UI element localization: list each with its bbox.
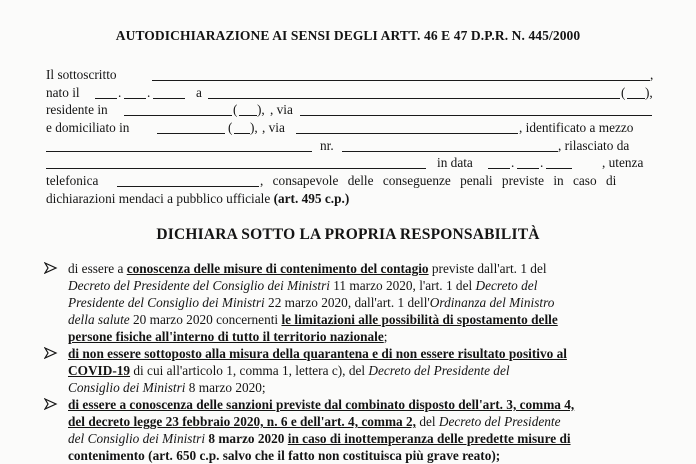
issue-year-field[interactable] [546,168,572,169]
bullet-1-line-2: Decreto del Presidente del Consiglio dei Ministri 11 marzo 2020, l'art. 1 del Decreto del [68,278,538,293]
birth-place-field[interactable] [208,98,620,99]
consapevole-text: , consapevole delle conseguenze penali previste in caso di [260,173,617,188]
telefonica-label: telefonica [46,173,99,188]
birth-month-field[interactable] [124,98,146,99]
arrow-bullet-icon [44,398,58,410]
phone-field[interactable] [117,186,259,187]
arrow-bullet-icon [44,347,58,359]
issued-label: , rilasciato da [558,138,630,153]
undersigned-label: Il sottoscritto [46,67,117,82]
born-label: nato il [46,85,80,100]
birth-day-field[interactable] [95,98,117,99]
document-type-field[interactable] [46,151,312,152]
domicile-city-field[interactable] [157,133,225,134]
residence-city-field[interactable] [124,115,232,116]
document-page: AUTODICHIARAZIONE AI SENSI DEGLI ARTT. 46 E 47 D.P.R. N. 445/2000 Il sottoscritto , nato il . . a ( ), residente in ( ), , via e domiciliato in ( ), , via , identificato a mezzo nr. , rilasciato da in data . . , utenza telefonica , consapevole delle conseguenze penali previste in caso di dichiarazioni mendaci a pubblico ufficiale (art. 495 c.p.) DICHIARA SOTTO LA PROPRIA RESPONSABILITÀ di essere a conoscenza delle misure di contenimento del contagio previste dall'art. 1 del Decreto del Presidente del Consiglio dei Ministri 11 marzo 2020, l'art. 1 del Decreto del Presidente del Consiglio dei Ministri 22 marzo 2020, dall'art. 1 dell'Ordinanza del Ministro della salute 20 marzo 2020 concernenti le limitazioni alle possibilità di spostamento delle persone fisiche all'interno di tutto il territorio nazionale; di non essere sottoposto alla misura della quarantena e di non essere risultato positivo al COVID-19 di cui all'articolo 1, comma 1, lettera c), del Decreto del Presidente del Consiglio dei Ministri 8 marzo 2020; di essere a conoscenza delle sanzioni previste dal combinato disposto dell'art. 3, comma 4, del decreto legge 23 febbraio 2020, n. 6 e dell'art. 4, comma 2, del Decreto del Presidente del Consiglio dei Ministri 8 marzo 2020 in caso di inottemperanza delle predette misure di contenimento (art. 650 c.p. salvo che il fatto non costituisca più grave reato); [0,0,696,464]
name-field[interactable] [152,80,650,81]
arrow-bullet-icon [44,262,58,274]
domicile-province-field[interactable] [234,133,250,134]
date-label: in data [437,155,473,170]
bullet-3-line-4: contenimento (art. 650 c.p. salvo che il fatto non costituisca più grave reato); [68,448,501,463]
bullet-1-line-3: Presidente del Consiglio dei Ministri 22 marzo 2020, dall'art. 1 dell'Ordinanza del Ministro [68,295,555,310]
article-reference: (art. 495 c.p.) [273,191,350,206]
resident-label: residente in [46,102,108,117]
bullet-2-line-2: COVID-19 di cui all'articolo 1, comma 1, lettera c), del Decreto del Presidente del [68,363,510,378]
residence-province-field[interactable] [239,115,257,116]
nr-label: nr. [320,138,334,153]
issue-day-field[interactable] [488,168,510,169]
domicile-street-field[interactable] [296,133,518,134]
bullet-2-line-3: Consiglio dei Ministri 8 marzo 2020; [68,380,266,395]
utenza-label: , utenza [602,155,644,170]
bullet-2-line-1: di non essere sottoposto alla misura della quarantena e di non essere risultato positivo al [68,346,567,361]
birth-year-field[interactable] [153,98,185,99]
bullet-3-line-1: di essere a conoscenza delle sanzioni previste dal combinato disposto dell'art. 3, comma 4, [68,397,575,412]
bullet-1-line-1: di essere a conoscenza delle misure di contenimento del contagio previste dall'art. 1 del [68,261,547,276]
document-title: AUTODICHIARAZIONE AI SENSI DEGLI ARTT. 46 E 47 D.P.R. N. 445/2000 [115,28,581,43]
bullet-3-line-3: del Consiglio dei Ministri 8 marzo 2020 in caso di inottemperanza delle predette misure di [68,431,571,446]
bullet-3-line-2: del decreto legge 23 febbraio 2020, n. 6 e dell'art. 4, comma 2, del Decreto del Presidente [68,414,561,429]
residence-street-field[interactable] [300,115,652,116]
issuer-field[interactable] [46,168,426,169]
issue-month-field[interactable] [517,168,539,169]
born-at-label: a [196,85,202,100]
domiciled-label: e domiciliato in [46,120,130,135]
birth-province-field[interactable] [627,98,645,99]
identified-label: , identificato a mezzo [519,120,634,135]
bullet-1-line-4: della salute 20 marzo 2020 concernenti le limitazioni alle possibilità di spostamento delle [68,312,558,327]
dichiarazioni-text: dichiarazioni mendaci a pubblico ufficiale [46,191,271,206]
declaration-heading: DICHIARA SOTTO LA PROPRIA RESPONSABILITÀ [156,226,540,243]
bullet-1-line-5: persone fisiche all'interno di tutto il territorio nazionale; [68,329,388,344]
document-number-field[interactable] [342,151,558,152]
